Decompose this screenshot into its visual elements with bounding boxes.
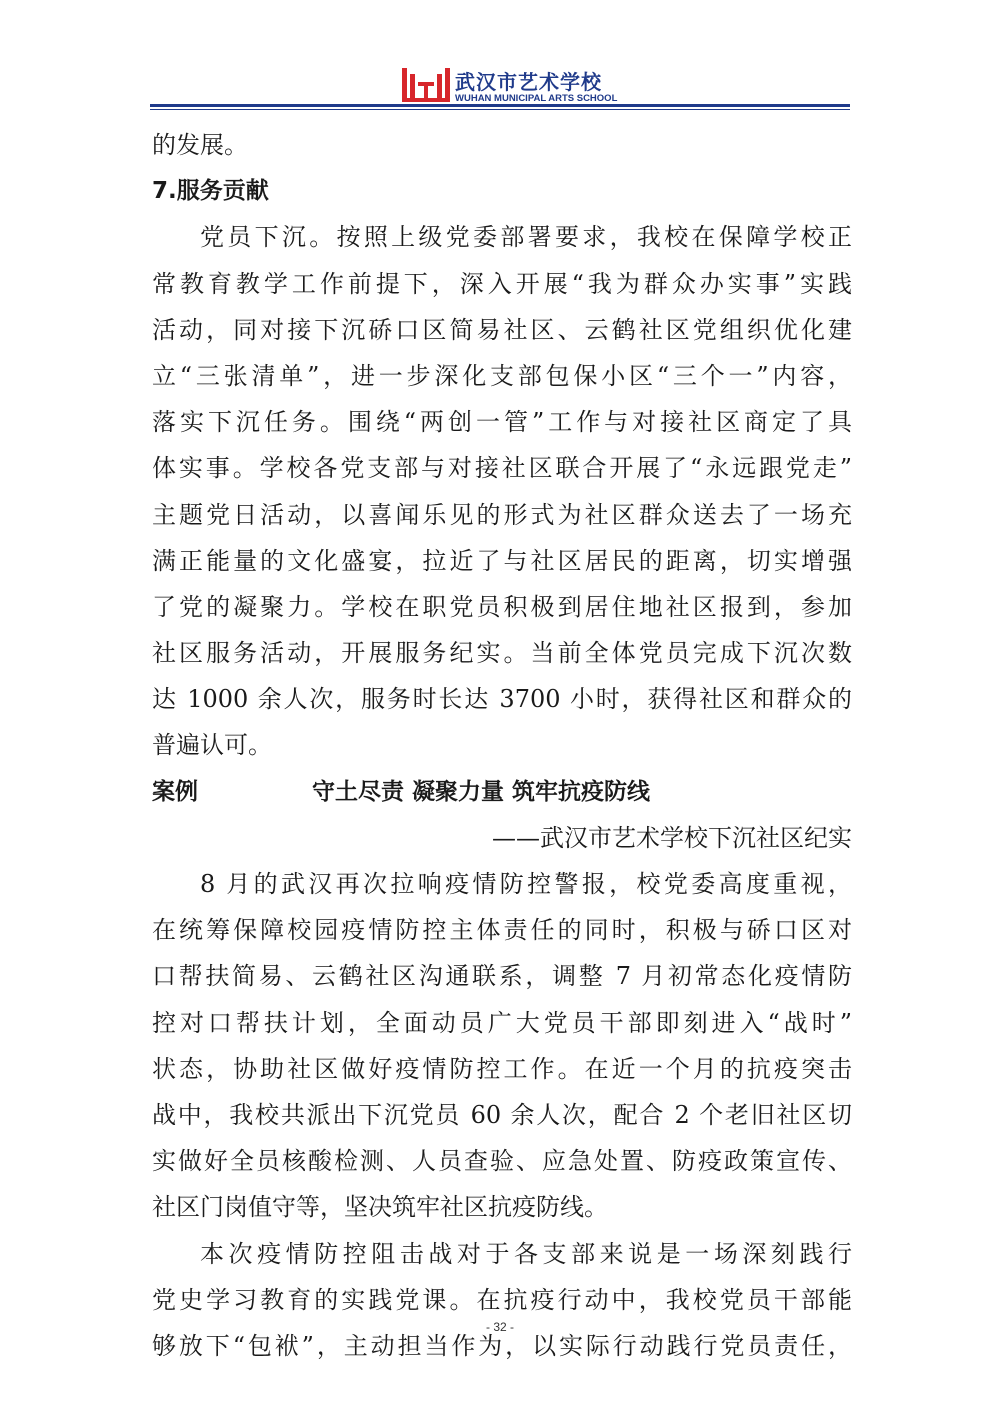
case-heading — [152, 769, 852, 815]
page-header — [150, 66, 850, 112]
paragraph-line: 战中，我校共派出下沉党员 60 余人次，配合 2 个老旧社区切 — [152, 1100, 852, 1129]
paragraph-line: 实做好全员核酸检测、人员查验、应急处置、防疫政策宣传、 — [152, 1147, 852, 1176]
paragraph-line: 主题党日活动，以喜闻乐见的形式为社区群众送去了一场充 — [152, 500, 852, 529]
paragraph-line: 满正能量的文化盛宴，拉近了与社区居民的距离，切实增强 — [152, 546, 852, 575]
paragraph-line: 达 1000 余人次，服务时长达 3700 小时，获得社区和群众的 — [152, 685, 852, 714]
paragraph-line: 党史学习教育的实践党课。在抗疫行动中，我校党员干部能 — [152, 1285, 852, 1314]
paragraph-line: 社区门岗值守等，坚决筑牢社区抗疫防线。 — [152, 1193, 608, 1222]
paragraph-line: 控对口帮扶计划，全面动员广大党员干部即刻进入“战时” — [152, 1008, 852, 1037]
case-subtitle: ——武汉市艺术学校下沉社区纪实 — [492, 823, 852, 852]
section-heading: 7.服务贡献 — [152, 178, 269, 205]
paragraph-line: 8 月的武汉再次拉响疫情防控警报，校党委高度重视， — [200, 870, 852, 898]
paragraph-line: 了党的凝聚力。学校在职党员积极到居住地社区报到，参加 — [152, 592, 852, 621]
header-rule-thick — [150, 104, 850, 107]
paragraph-line: 社区服务活动，开展服务纪实。当前全体党员完成下沉次数 — [152, 639, 852, 668]
paragraph-line: 够放下“包袱”，主动担当作为，以实际行动践行党员责任， — [152, 1331, 852, 1360]
header-rule-thin — [150, 109, 850, 110]
paragraph-line: 党员下沉。按照上级党委部署要求，我校在保障学校正 — [200, 223, 852, 252]
page-number: - 32 - — [485, 1320, 514, 1334]
case-label: 案例 — [152, 778, 198, 805]
paragraph-line: 口帮扶简易、云鹤社区沟通联系，调整 7 月初常态化疫情防 — [152, 962, 852, 991]
paragraph-line: 在统筹保障校园疫情防控主体责任的同时，积极与硚口区对 — [152, 916, 852, 945]
paragraph-line: 立“三张清单”，进一步深化支部包保小区“三个一”内容， — [152, 361, 852, 390]
paragraph-line: 体实事。学校各党支部与对接社区联合开展了“永远跟党走” — [152, 454, 852, 483]
paragraph-line: 本次疫情防控阻击战对于各支部来说是一场深刻践行 — [200, 1239, 852, 1268]
paragraph-line: 落实下沉任务。围绕“两创一管”工作与对接社区商定了具 — [152, 408, 852, 437]
paragraph-line: 的发展。 — [152, 131, 248, 159]
document-body — [152, 122, 852, 1369]
paragraph-line: 普遍认可。 — [152, 731, 272, 760]
school-logo-icon — [402, 68, 450, 102]
paragraph-line: 状态，协助社区做好疫情防控工作。在近一个月的抗疫突击 — [152, 1054, 852, 1083]
case-title: 守土尽责 凝聚力量 筑牢抗疫防线 — [312, 778, 651, 805]
paragraph-line: 活动，同对接下沉硚口区简易社区、云鹤社区党组织优化建 — [152, 315, 852, 344]
school-name-cn: 武汉市艺术学校 — [455, 70, 602, 94]
paragraph-line: 常教育教学工作前提下，深入开展“我为群众办实事”实践 — [152, 269, 852, 298]
school-name-en: WUHAN MUNICIPAL ARTS SCHOOL — [455, 93, 618, 104]
